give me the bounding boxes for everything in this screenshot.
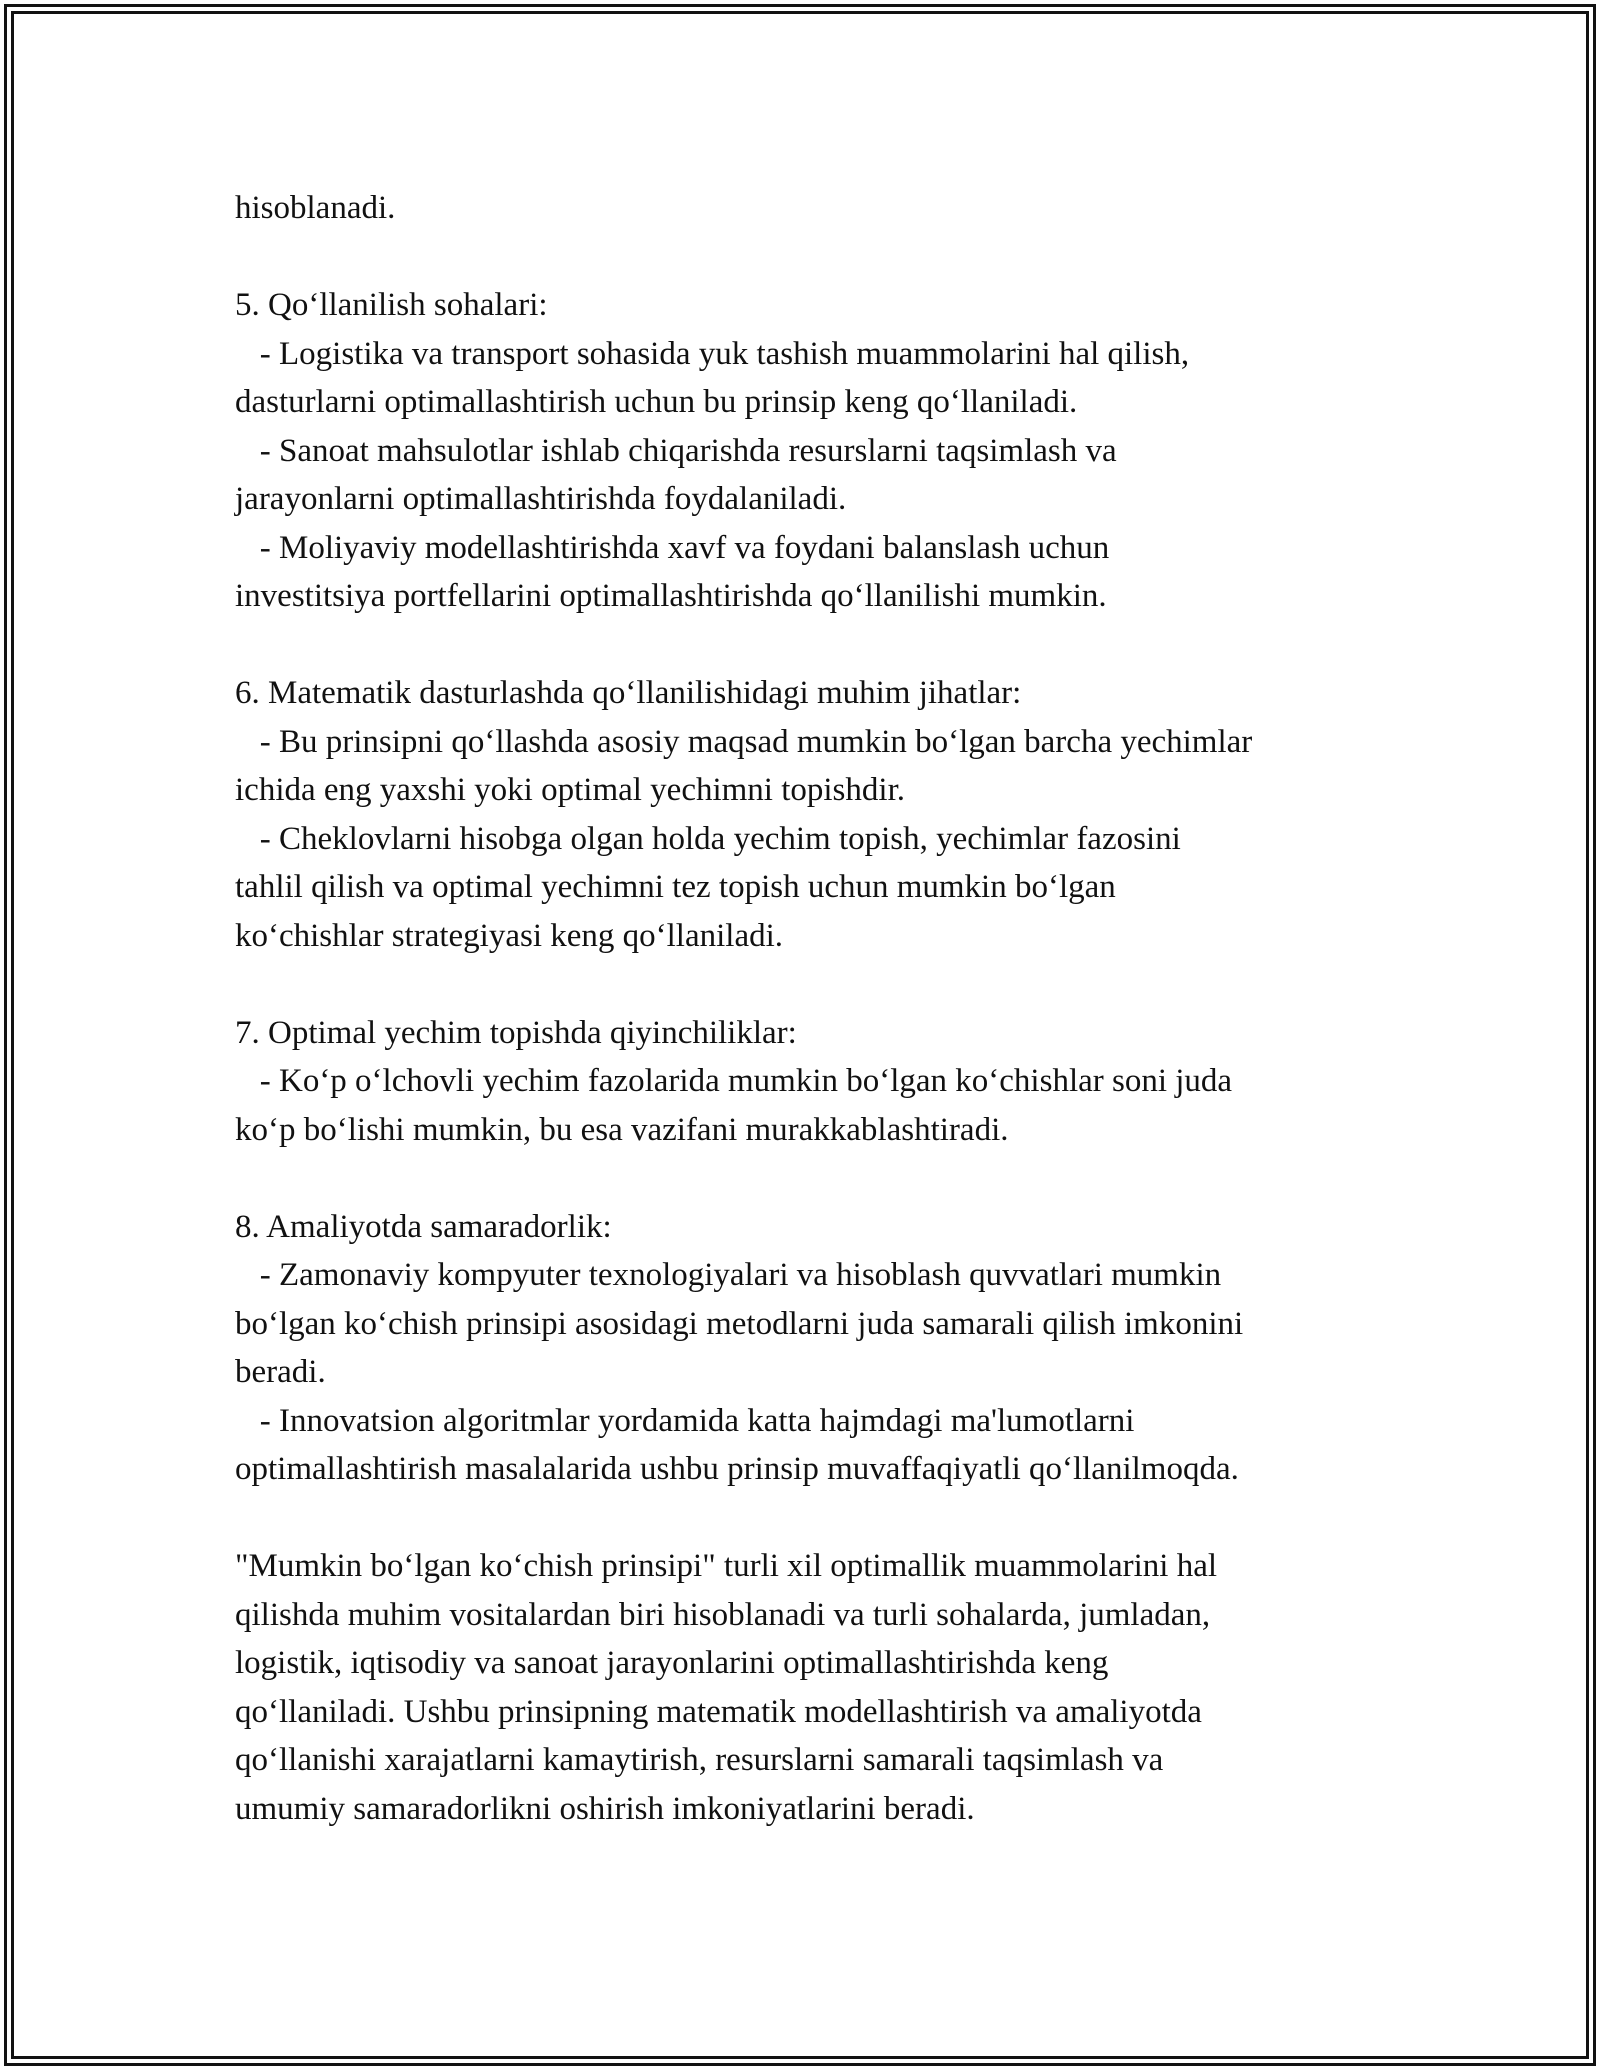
document-body — [235, 184, 1385, 1833]
text-line: jarayonlarni optimallashtirishda foydalaniladi. — [235, 481, 847, 517]
text-line: - Moliyaviy modellashtirishda xavf va foydani balanslash uchun — [235, 529, 1110, 566]
text-line: hisoblanadi. — [235, 190, 396, 226]
text-line: investitsiya portfellarini optimallashtirishda qo‘llanilishi mumkin. — [235, 578, 1107, 614]
text-line: ko‘p bo‘lishi mumkin, bu esa vazifani murakkablashtiradi. — [235, 1111, 1009, 1148]
text-line: tahlil qilish va optimal yechimni tez topish uchun mumkin bo‘lgan — [235, 869, 1116, 905]
paragraph-gap — [235, 1154, 1385, 1203]
text-line: "Mumkin bo‘lgan ko‘chish prinsipi" turli xil optimallik muammolarini hal — [235, 1548, 1218, 1584]
text-line: dasturlarni optimallashtirish uchun bu prinsip keng qo‘llaniladi. — [235, 384, 1078, 420]
paragraph-gap — [235, 621, 1385, 670]
text-line: - Zamonaviy kompyuter texnologiyalari va hisoblash quvvatlari mumkin — [235, 1257, 1222, 1293]
text-line: logistik, iqtisodiy va sanoat jarayonlarini optimallashtirishda keng — [235, 1645, 1109, 1681]
paragraph-gap — [235, 233, 1385, 282]
section-heading: 8. Amaliyotda samaradorlik: — [235, 1208, 612, 1245]
paragraph-gap — [235, 1494, 1385, 1543]
section-heading: 5. Qo‘llanilish sohalari: — [235, 287, 548, 323]
section-heading: 7. Optimal yechim topishda qiyinchiliklar: — [235, 1014, 797, 1051]
text-line: bo‘lgan ko‘chish prinsipi asosidagi metodlarni juda samarali qilish imkonini — [235, 1305, 1244, 1342]
text-line: umumiy samaradorlikni oshirish imkoniyatlarini beradi. — [235, 1790, 975, 1827]
text-line: qo‘llaniladi. Ushbu prinsipning matematik modellashtirish va amaliyotda — [235, 1693, 1202, 1730]
paragraph-gap — [235, 960, 1385, 1009]
text-line: qilishda muhim vositalardan biri hisoblanadi va turli sohalarda, jumladan, — [235, 1596, 1211, 1633]
text-line: - Ko‘p o‘lchovli yechim fazolarida mumkin bo‘lgan ko‘chishlar soni juda — [235, 1063, 1233, 1099]
text-line: ko‘chishlar strategiyasi keng qo‘llaniladi. — [235, 917, 784, 954]
text-line: ichida eng yaxshi yoki optimal yechimni topishdir. — [235, 772, 905, 808]
text-line: qo‘llanishi xarajatlarni kamaytirish, resurslarni samarali taqsimlash va — [235, 1742, 1164, 1778]
text-line: - Cheklovlarni hisobga olgan holda yechim topish, yechimlar fazosini — [235, 820, 1181, 857]
text-line: - Bu prinsipni qo‘llashda asosiy maqsad mumkin bo‘lgan barcha yechimlar — [235, 723, 1253, 760]
text-line: - Innovatsion algoritmlar yordamida katta hajmdagi ma'lumotlarni — [235, 1402, 1135, 1439]
text-line: - Logistika va transport sohasida yuk tashish muammolarini hal qilish, — [235, 335, 1190, 372]
section-heading: 6. Matematik dasturlashda qo‘llanilishidagi muhim jihatlar: — [235, 675, 1022, 711]
text-line: beradi. — [235, 1354, 326, 1390]
text-line: - Sanoat mahsulotlar ishlab chiqarishda resurslarni taqsimlash va — [235, 432, 1117, 469]
text-line: optimallashtirish masalalarida ushbu prinsip muvaffaqiyatli qo‘llanilmoqda. — [235, 1451, 1239, 1487]
